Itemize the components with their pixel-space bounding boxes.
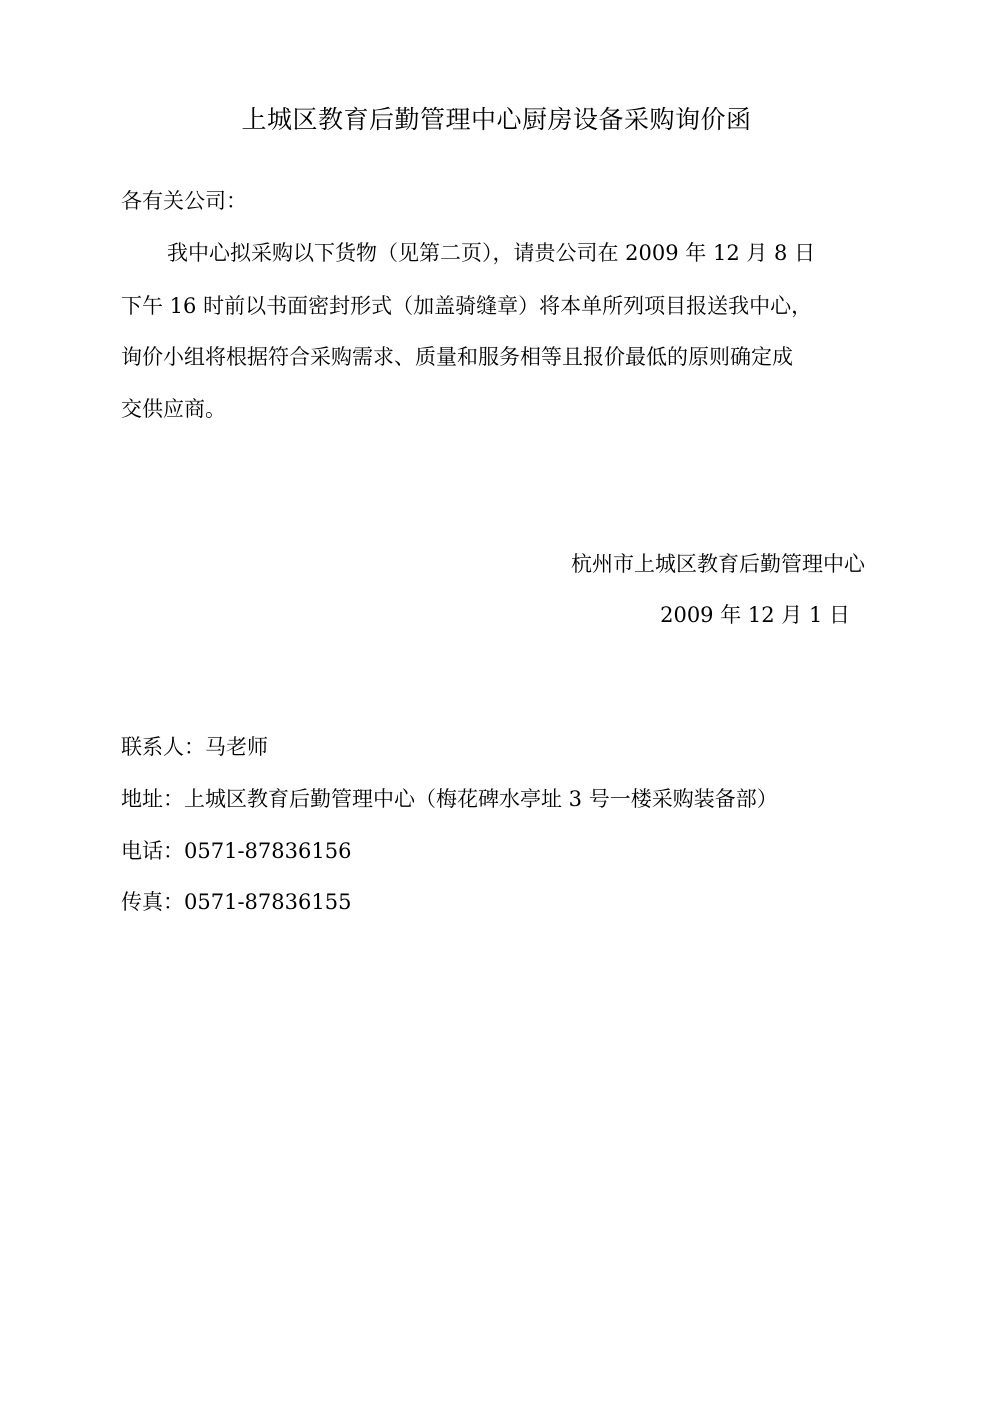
salutation: 各有关公司： [121,189,247,213]
address: 地址：上城区教育后勤管理中心（梅花碑水亭址 3 号一楼采购装备部） [121,787,778,811]
document-title: 上城区教育后勤管理中心厨房设备采购询价函 [241,105,752,134]
phone-number: 电话：0571-87836156 [121,839,352,863]
issue-date: 2009 年 12 月 1 日 [660,603,850,627]
body-paragraph-line-1: 我中心拟采购以下货物（见第二页），请贵公司在 2009 年 12 月 8 日 [167,241,816,265]
sender-organization: 杭州市上城区教育后勤管理中心 [571,552,865,576]
body-paragraph-line-2: 下午 16 时前以书面密封形式（加盖骑缝章）将本单所列项目报送我中心， [121,294,813,318]
contact-person: 联系人：马老师 [121,735,268,759]
body-paragraph-line-4: 交供应商。 [121,397,226,421]
fax-number: 传真：0571-87836155 [121,890,352,914]
body-paragraph-line-3: 询价小组将根据符合采购需求、质量和服务相等且报价最低的原则确定成 [121,345,793,369]
